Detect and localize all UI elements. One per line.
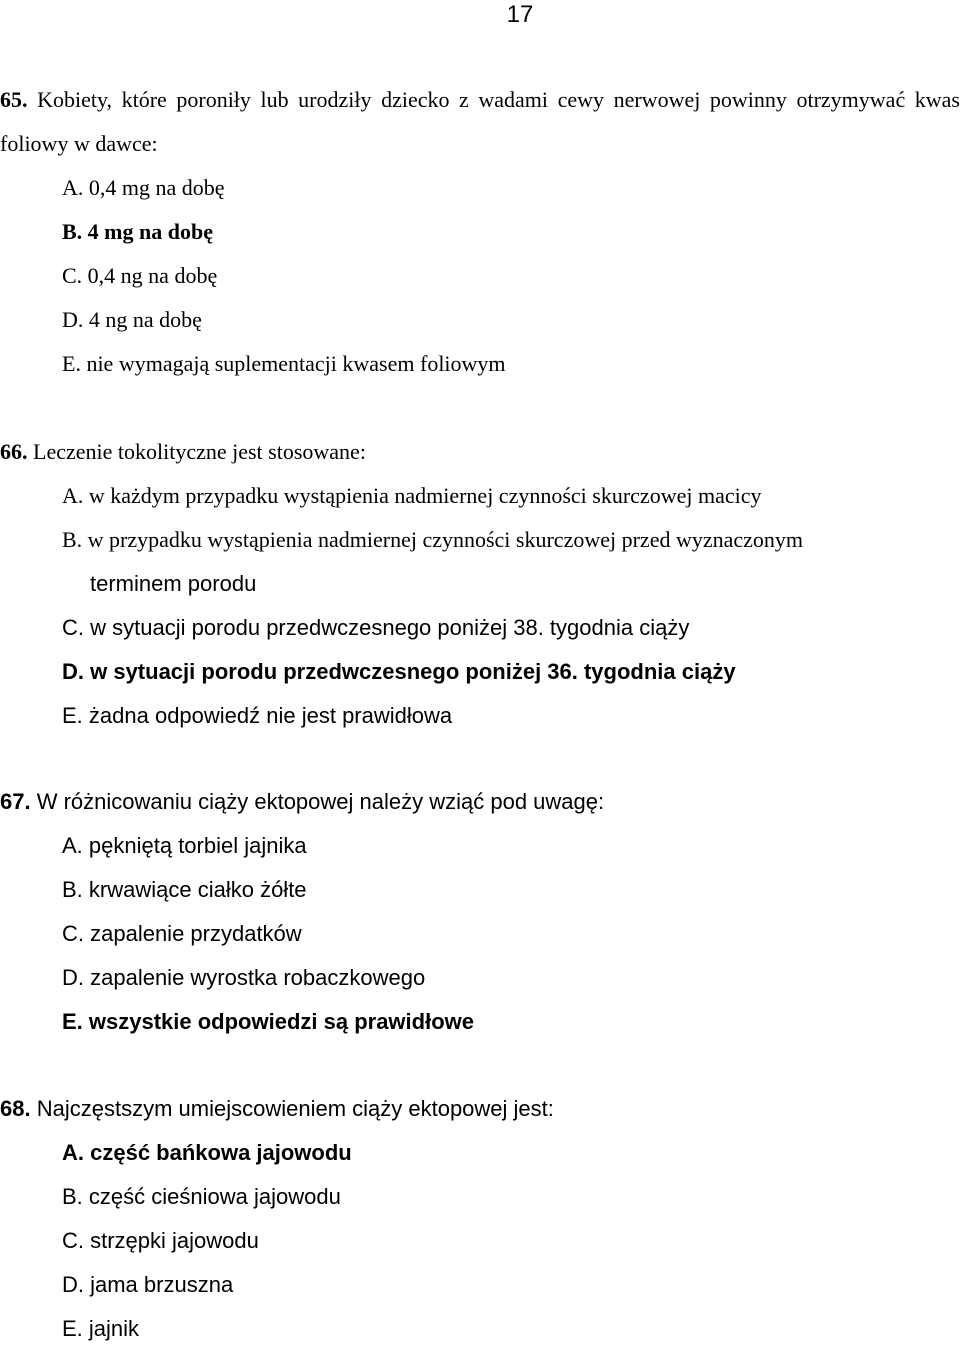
answer-option[interactable]: D. jama brzuszna <box>62 1272 234 1297</box>
question-65 <box>0 78 960 386</box>
answer-list <box>0 474 960 738</box>
answer-option[interactable]: C. zapalenie przydatków <box>62 921 302 946</box>
answer-list <box>0 824 960 1044</box>
question-body: W różnicowaniu ciąży ektopowej należy wziąć pod uwagę: <box>36 789 605 814</box>
answer-option[interactable]: D. 4 ng na dobę <box>62 307 202 332</box>
answer-option[interactable]: E. jajnik <box>62 1316 140 1341</box>
answer-option-correct[interactable]: A. część bańkowa jajowodu <box>62 1140 352 1165</box>
question-text <box>0 430 960 474</box>
question-body: Kobiety, które poroniły lub urodziły dziecko z wadami cewy nerwowej powinny otrzymywać kwas foliowy w dawce: <box>0 87 960 156</box>
question-body: Najczęstszym umiejscowieniem ciąży ektopowej jest: <box>36 1096 554 1121</box>
question-text <box>0 1087 960 1131</box>
answer-option-correct[interactable]: E. wszystkie odpowiedzi są prawidłowe <box>62 1009 474 1034</box>
answer-option[interactable]: E. nie wymagają suplementacji kwasem foliowym <box>62 351 506 376</box>
question-68 <box>0 1087 960 1351</box>
question-body: Leczenie tokolityczne jest stosowane: <box>33 439 366 464</box>
answer-option[interactable]: B. część cieśniowa jajowodu <box>62 1184 341 1209</box>
question-number: 65. <box>0 87 28 112</box>
answer-option-continuation: terminem porodu <box>90 571 257 596</box>
question-text <box>0 780 960 824</box>
answer-list <box>0 1131 960 1351</box>
answer-list <box>0 166 960 386</box>
question-66 <box>0 430 960 738</box>
question-number: 68. <box>0 1096 31 1121</box>
answer-option-text: B. w przypadku wystąpienia nadmiernej czynności skurczowej przed wyznaczonym <box>62 527 804 552</box>
page-number: 17 <box>506 1 534 28</box>
question-number: 67. <box>0 789 31 814</box>
answer-option-correct[interactable]: B. 4 mg na dobę <box>62 219 213 244</box>
answer-option[interactable]: A. w każdym przypadku wystąpienia nadmiernej czynności skurczowej macicy <box>62 483 762 508</box>
answer-option[interactable]: C. strzępki jajowodu <box>62 1228 259 1253</box>
answer-option[interactable]: C. 0,4 ng na dobę <box>62 263 218 288</box>
answer-option[interactable]: B. krwawiące ciałko żółte <box>62 877 307 902</box>
answer-option-correct[interactable]: D. w sytuacji porodu przedwczesnego poniżej 36. tygodnia ciąży <box>62 659 736 684</box>
answer-option[interactable]: C. w sytuacji porodu przedwczesnego poniżej 38. tygodnia ciąży <box>62 615 690 640</box>
answer-option[interactable] <box>62 518 960 606</box>
answer-option[interactable]: D. zapalenie wyrostka robaczkowego <box>62 965 426 990</box>
answer-option[interactable]: A. 0,4 mg na dobę <box>62 175 225 200</box>
answer-option[interactable]: A. pękniętą torbiel jajnika <box>62 833 307 858</box>
question-67 <box>0 780 960 1044</box>
question-number: 66. <box>0 439 28 464</box>
question-text <box>0 78 960 166</box>
answer-option[interactable]: E. żadna odpowiedź nie jest prawidłowa <box>62 703 453 728</box>
